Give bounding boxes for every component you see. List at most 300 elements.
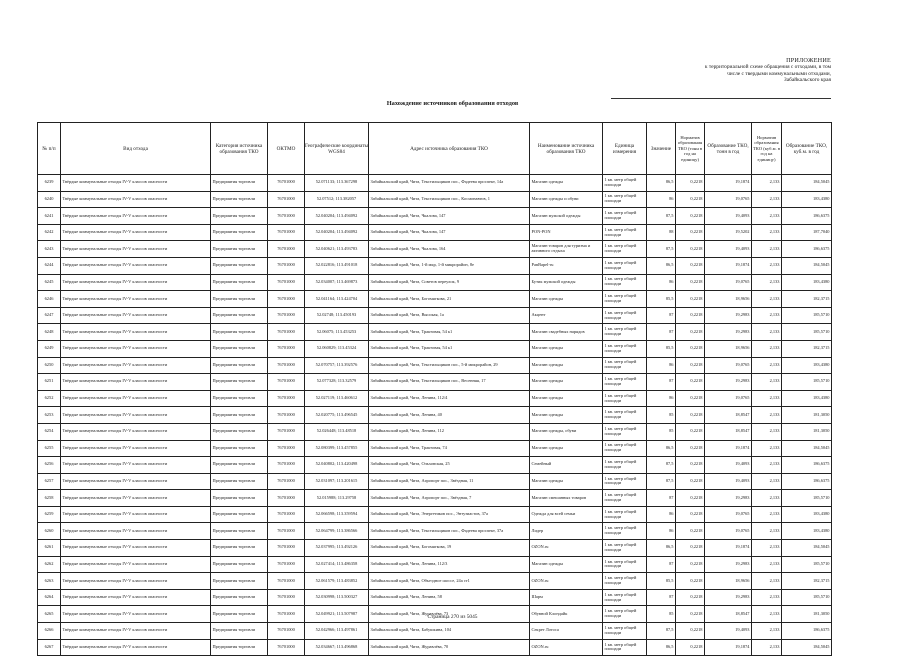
unit-cell: 1 кв. метр общей площади	[603, 423, 647, 440]
document-title: Нахождение источников образования отходов	[386, 100, 519, 107]
address-cell: Забайкальский край, Чита, Богомягкова, 21	[369, 291, 530, 308]
source-category-cell: Предприятия торговли	[211, 490, 268, 507]
row-number-cell: 6245	[38, 274, 61, 291]
table-row	[38, 457, 832, 474]
coordinates-cell: 52.02748; 113.450193	[305, 307, 369, 324]
source-name-cell: Бутик мужской одежды	[530, 274, 603, 291]
output-cubic-cell: 182,3715	[782, 340, 832, 357]
output-tonnes-cell: 18,9656	[705, 291, 752, 308]
waste-type-cell: Твёрдые коммунальные отходы IV-V классов опасности	[61, 473, 211, 490]
waste-type-cell: Твёрдые коммунальные отходы IV-V классов опасности	[61, 407, 211, 424]
norm-tonnes-cell: 0,2218	[676, 274, 705, 291]
address-cell: Забайкальский край, Чита, Ленина, 112/4	[369, 390, 530, 407]
unit-cell: 1 кв. метр общей площади	[603, 556, 647, 573]
output-tonnes-cell: 19,1874	[705, 639, 752, 656]
column-header-output-tonnes: Образование ТКО, тонн в год	[705, 123, 752, 175]
source-category-cell: Предприятия торговли	[211, 224, 268, 241]
output-tonnes-cell: 19,2983	[705, 490, 752, 507]
source-name-cell: Магазин одежды, обуви	[530, 423, 603, 440]
column-header-norm-tonnes: Норматив образования ТКО (тонн в год на единицу)	[676, 123, 705, 175]
waste-type-cell: Твёрдые коммунальные отходы IV-V классов опасности	[61, 175, 211, 192]
page-counter: Страница 270 из 5045	[427, 614, 478, 620]
waste-type-cell: Твёрдые коммунальные отходы IV-V классов опасности	[61, 606, 211, 623]
output-cubic-cell: 187,7040	[782, 224, 832, 241]
unit-cell: 1 кв. метр общей площади	[603, 506, 647, 523]
waste-type-cell: Твёрдые коммунальные отходы IV-V классов опасности	[61, 274, 211, 291]
unit-cell: 1 кв. метр общей площади	[603, 324, 647, 341]
table-row	[38, 175, 832, 192]
oktmo-cell: 76701000	[268, 324, 305, 341]
output-cubic-cell: 181,3050	[782, 606, 832, 623]
source-name-cell: PanBapel-ru	[530, 257, 603, 274]
norm-tonnes-cell: 0,2218	[676, 257, 705, 274]
table-row	[38, 374, 832, 391]
coordinates-cell: 52.042966; 113.497861	[305, 623, 369, 640]
output-cubic-cell: 185,5710	[782, 307, 832, 324]
output-tonnes-cell: 18,8547	[705, 423, 752, 440]
waste-type-cell: Твёрдые коммунальные отходы IV-V классов опасности	[61, 556, 211, 573]
address-cell: Забайкальский край, Чита, Текстильщиков пос., Фадеева проспект, 14а	[369, 175, 530, 192]
column-header-value: Значение	[647, 123, 676, 175]
coordinates-cell: 52.071133; 113.367298	[305, 175, 369, 192]
value-cell: 87,5	[647, 241, 676, 258]
value-cell: 86	[647, 274, 676, 291]
address-cell: Забайкальский край, Чита, Текстильщиков пос., 5-й микрорайон, 29	[369, 357, 530, 374]
oktmo-cell: 76701000	[268, 291, 305, 308]
table-row	[38, 191, 832, 208]
coordinates-cell: 52.022816; 113.491018	[305, 257, 369, 274]
address-cell: Забайкальский край, Чита, Текстильщиков пос., Весенняя, 17	[369, 374, 530, 391]
column-header-unit: Единица измерения	[603, 123, 647, 175]
output-cubic-cell: 183,4380	[782, 390, 832, 407]
norm-cubic-cell: 2,133	[752, 374, 782, 391]
row-number-cell: 6266	[38, 623, 61, 640]
norm-tonnes-cell: 0,2218	[676, 457, 705, 474]
unit-cell: 1 кв. метр общей площади	[603, 623, 647, 640]
norm-cubic-cell: 2,133	[752, 490, 782, 507]
oktmo-cell: 76701000	[268, 556, 305, 573]
row-number-cell: 6242	[38, 224, 61, 241]
table-row	[38, 423, 832, 440]
appendix-line-2: числе с твердыми коммунальными отходами,	[727, 70, 831, 77]
value-cell: 85	[647, 407, 676, 424]
waste-type-cell: Твёрдые коммунальные отходы IV-V классов опасности	[61, 374, 211, 391]
source-name-cell: OZON.ru	[530, 573, 603, 590]
waste-type-cell: Твёрдые коммунальные отходы IV-V классов опасности	[61, 340, 211, 357]
waste-sources-table	[37, 122, 832, 656]
table-row	[38, 324, 832, 341]
column-header-waste-type: Вид отхода	[61, 123, 211, 175]
address-cell: Забайкальский край, Чита, Журавлёва, 70	[369, 639, 530, 656]
value-cell: 85	[647, 606, 676, 623]
oktmo-cell: 76701000	[268, 340, 305, 357]
output-tonnes-cell: 19,2983	[705, 374, 752, 391]
waste-type-cell: Твёрдые коммунальные отходы IV-V классов опасности	[61, 291, 211, 308]
norm-tonnes-cell: 0,2218	[676, 556, 705, 573]
unit-cell: 1 кв. метр общей площади	[603, 573, 647, 590]
table-row	[38, 523, 832, 540]
column-header-oktmo: ОКТМО	[268, 123, 305, 175]
waste-type-cell: Твёрдые коммунальные отходы IV-V классов опасности	[61, 423, 211, 440]
output-tonnes-cell: 18,9656	[705, 573, 752, 590]
source-name-cell: Магазин одежды	[530, 374, 603, 391]
source-category-cell: Предприятия торговли	[211, 523, 268, 540]
address-cell: Забайкальский край, Чита, Ольховская, 25	[369, 457, 530, 474]
column-header-address: Адрес источника образования ТКО	[369, 123, 530, 175]
norm-tonnes-cell: 0,2218	[676, 523, 705, 540]
output-cubic-cell: 185,5710	[782, 589, 832, 606]
appendix-block	[611, 58, 831, 99]
source-name-cell: Лидер	[530, 523, 603, 540]
column-header-source-name: Наименование источника образования ТКО	[530, 123, 603, 175]
norm-tonnes-cell: 0,2218	[676, 573, 705, 590]
waste-type-cell: Твёрдые коммунальные отходы IV-V классов опасности	[61, 357, 211, 374]
address-cell: Забайкальский край, Чита, Богомягкова, 19	[369, 540, 530, 557]
output-cubic-cell: 183,4380	[782, 274, 832, 291]
source-name-cell: Семейный	[530, 457, 603, 474]
row-number-cell: 6249	[38, 340, 61, 357]
oktmo-cell: 76701000	[268, 191, 305, 208]
oktmo-cell: 76701000	[268, 606, 305, 623]
value-cell: 87,5	[647, 473, 676, 490]
waste-type-cell: Твёрдые коммунальные отходы IV-V классов опасности	[61, 208, 211, 225]
oktmo-cell: 76701000	[268, 257, 305, 274]
source-name-cell: Магазин одежды	[530, 440, 603, 457]
value-cell: 86	[647, 523, 676, 540]
value-cell: 86,5	[647, 175, 676, 192]
oktmo-cell: 76701000	[268, 307, 305, 324]
row-number-cell: 6239	[38, 175, 61, 192]
source-category-cell: Предприятия торговли	[211, 556, 268, 573]
norm-tonnes-cell: 0,2218	[676, 307, 705, 324]
value-cell: 87,5	[647, 623, 676, 640]
norm-tonnes-cell: 0,2218	[676, 241, 705, 258]
source-category-cell: Предприятия торговли	[211, 191, 268, 208]
norm-cubic-cell: 2,133	[752, 390, 782, 407]
waste-type-cell: Твёрдые коммунальные отходы IV-V классов опасности	[61, 623, 211, 640]
oktmo-cell: 76701000	[268, 639, 305, 656]
output-tonnes-cell: 19,1874	[705, 540, 752, 557]
norm-cubic-cell: 2,133	[752, 257, 782, 274]
output-tonnes-cell: 19,4093	[705, 241, 752, 258]
norm-tonnes-cell: 0,2218	[676, 440, 705, 457]
unit-cell: 1 кв. метр общей площади	[603, 191, 647, 208]
value-cell: 87	[647, 556, 676, 573]
row-number-cell: 6252	[38, 390, 61, 407]
unit-cell: 1 кв. метр общей площади	[603, 589, 647, 606]
norm-cubic-cell: 2,133	[752, 357, 782, 374]
norm-cubic-cell: 2,133	[752, 291, 782, 308]
row-number-cell: 6253	[38, 407, 61, 424]
address-cell: Забайкальский край, Чита, Советов переулок, 9	[369, 274, 530, 291]
output-cubic-cell: 184,5045	[782, 440, 832, 457]
output-cubic-cell: 183,4380	[782, 506, 832, 523]
output-tonnes-cell: 19,2983	[705, 589, 752, 606]
norm-tonnes-cell: 0,2218	[676, 589, 705, 606]
row-number-cell: 6261	[38, 540, 61, 557]
norm-cubic-cell: 2,133	[752, 175, 782, 192]
row-number-cell: 6257	[38, 473, 61, 490]
norm-tonnes-cell: 0,2218	[676, 324, 705, 341]
table-row	[38, 490, 832, 507]
output-tonnes-cell: 18,9656	[705, 340, 752, 357]
output-cubic-cell: 183,4380	[782, 357, 832, 374]
unit-cell: 1 кв. метр общей площади	[603, 257, 647, 274]
norm-cubic-cell: 2,133	[752, 606, 782, 623]
table-row	[38, 340, 832, 357]
coordinates-cell: 52.07512; 113.382057	[305, 191, 369, 208]
value-cell: 88	[647, 224, 676, 241]
coordinates-cell: 52.049921; 113.507987	[305, 606, 369, 623]
row-number-cell: 6267	[38, 639, 61, 656]
source-category-cell: Предприятия торговли	[211, 423, 268, 440]
norm-tonnes-cell: 0,2218	[676, 473, 705, 490]
norm-tonnes-cell: 0,2218	[676, 357, 705, 374]
source-name-cell: Шарм	[530, 589, 603, 606]
oktmo-cell: 76701000	[268, 274, 305, 291]
output-cubic-cell: 185,5710	[782, 490, 832, 507]
row-number-cell: 6244	[38, 257, 61, 274]
table-row	[38, 307, 832, 324]
waste-type-cell: Твёрдые коммунальные отходы IV-V классов опасности	[61, 224, 211, 241]
waste-type-cell: Твёрдые коммунальные отходы IV-V классов опасности	[61, 573, 211, 590]
source-category-cell: Предприятия торговли	[211, 357, 268, 374]
norm-cubic-cell: 2,133	[752, 407, 782, 424]
coordinates-cell: 52.026448; 113.48518	[305, 423, 369, 440]
row-number-cell: 6263	[38, 573, 61, 590]
source-name-cell: Магазин одежды	[530, 357, 603, 374]
unit-cell: 1 кв. метр общей площади	[603, 540, 647, 557]
row-number-cell: 6248	[38, 324, 61, 341]
output-cubic-cell: 186,6375	[782, 457, 832, 474]
coordinates-cell: 52.020775; 113.496545	[305, 407, 369, 424]
norm-cubic-cell: 2,133	[752, 241, 782, 258]
waste-type-cell: Твёрдые коммунальные отходы IV-V классов опасности	[61, 506, 211, 523]
norm-tonnes-cell: 0,2218	[676, 191, 705, 208]
address-cell: Забайкальский край, Чита, Текстильщиков пос., Космонавтов, 1	[369, 191, 530, 208]
value-cell: 86	[647, 357, 676, 374]
value-cell: 87,5	[647, 457, 676, 474]
unit-cell: 1 кв. метр общей площади	[603, 440, 647, 457]
norm-cubic-cell: 2,133	[752, 307, 782, 324]
waste-type-cell: Твёрдые коммунальные отходы IV-V классов опасности	[61, 257, 211, 274]
source-category-cell: Предприятия торговли	[211, 307, 268, 324]
norm-tonnes-cell: 0,2218	[676, 639, 705, 656]
table-row	[38, 589, 832, 606]
table-row	[38, 224, 832, 241]
waste-type-cell: Твёрдые коммунальные отходы IV-V классов опасности	[61, 324, 211, 341]
unit-cell: 1 кв. метр общей площади	[603, 407, 647, 424]
norm-cubic-cell: 2,133	[752, 324, 782, 341]
source-name-cell: Магазин одежды	[530, 340, 603, 357]
address-cell: Забайкальский край, Чита, Энергетиков пос., Энтузиастов, 37а	[369, 506, 530, 523]
waste-type-cell: Твёрдые коммунальные отходы IV-V классов опасности	[61, 589, 211, 606]
output-cubic-cell: 186,6375	[782, 241, 832, 258]
source-category-cell: Предприятия торговли	[211, 407, 268, 424]
source-category-cell: Предприятия торговли	[211, 473, 268, 490]
norm-cubic-cell: 2,133	[752, 573, 782, 590]
source-name-cell: Магазин одежды и обуви	[530, 191, 603, 208]
source-category-cell: Предприятия торговли	[211, 589, 268, 606]
output-tonnes-cell: 19,2983	[705, 324, 752, 341]
table-row	[38, 390, 832, 407]
output-cubic-cell: 185,5710	[782, 324, 832, 341]
norm-tonnes-cell: 0,2218	[676, 390, 705, 407]
appendix-line-3: Забайкальского края	[784, 77, 831, 84]
output-cubic-cell: 183,4380	[782, 523, 832, 540]
value-cell: 87	[647, 307, 676, 324]
output-cubic-cell: 181,3050	[782, 407, 832, 424]
address-cell: Забайкальский край, Чита, Журавлёва, 73	[369, 606, 530, 623]
value-cell: 85	[647, 423, 676, 440]
waste-type-cell: Твёрдые коммунальные отходы IV-V классов опасности	[61, 307, 211, 324]
table-row	[38, 357, 832, 374]
norm-cubic-cell: 2,133	[752, 191, 782, 208]
source-name-cell: Секрет Лотоса	[530, 623, 603, 640]
unit-cell: 1 кв. метр общей площади	[603, 241, 647, 258]
source-name-cell: Магазин одежды	[530, 407, 603, 424]
unit-cell: 1 кв. метр общей площади	[603, 390, 647, 407]
oktmo-cell: 76701000	[268, 224, 305, 241]
norm-tonnes-cell: 0,2218	[676, 407, 705, 424]
value-cell: 85,5	[647, 340, 676, 357]
coordinates-cell: 52.034007; 113.469873	[305, 274, 369, 291]
address-cell: Забайкальский край, Чита, Чкалова, 164	[369, 241, 530, 258]
norm-cubic-cell: 2,133	[752, 589, 782, 606]
unit-cell: 1 кв. метр общей площади	[603, 224, 647, 241]
value-cell: 87	[647, 324, 676, 341]
row-number-cell: 6241	[38, 208, 61, 225]
unit-cell: 1 кв. метр общей площади	[603, 490, 647, 507]
source-category-cell: Предприятия торговли	[211, 440, 268, 457]
coordinates-cell: 52.027414; 113.486358	[305, 556, 369, 573]
address-cell: Забайкальский край, Чита, Трактовая, 54 к1	[369, 324, 530, 341]
unit-cell: 1 кв. метр общей площади	[603, 639, 647, 656]
address-cell: Забайкальский край, Чита, Ленина, 40	[369, 407, 530, 424]
column-header-number: № п/п	[38, 123, 61, 175]
unit-cell: 1 кв. метр общей площади	[603, 374, 647, 391]
norm-tonnes-cell: 0,2218	[676, 291, 705, 308]
output-tonnes-cell: 18,8547	[705, 606, 752, 623]
row-number-cell: 6250	[38, 357, 61, 374]
coordinates-cell: 52.027119; 113.460612	[305, 390, 369, 407]
row-number-cell: 6254	[38, 423, 61, 440]
appendix-heading: ПРИЛОЖЕНИЕ	[786, 57, 831, 64]
output-cubic-cell: 184,5045	[782, 175, 832, 192]
source-category-cell: Предприятия торговли	[211, 639, 268, 656]
output-cubic-cell: 186,6375	[782, 623, 832, 640]
output-cubic-cell: 183,4380	[782, 191, 832, 208]
oktmo-cell: 76701000	[268, 440, 305, 457]
oktmo-cell: 76701000	[268, 374, 305, 391]
coordinates-cell: 52.06075; 113.453253	[305, 324, 369, 341]
norm-cubic-cell: 2,133	[752, 224, 782, 241]
row-number-cell: 6256	[38, 457, 61, 474]
output-tonnes-cell: 19,1874	[705, 175, 752, 192]
oktmo-cell: 76701000	[268, 523, 305, 540]
address-cell: Забайкальский край, Чита, Высокая, 1а	[369, 307, 530, 324]
coordinates-cell: 52.041164; 113.424704	[305, 291, 369, 308]
norm-tonnes-cell: 0,2218	[676, 374, 705, 391]
address-cell: Забайкальский край, Чита, Бабушкина, 104	[369, 623, 530, 640]
output-tonnes-cell: 19,2983	[705, 307, 752, 324]
waste-type-cell: Твёрдые коммунальные отходы IV-V классов опасности	[61, 390, 211, 407]
waste-type-cell: Твёрдые коммунальные отходы IV-V классов опасности	[61, 241, 211, 258]
row-number-cell: 6259	[38, 506, 61, 523]
table-row	[38, 291, 832, 308]
table-row	[38, 506, 832, 523]
source-name-cell: Магазин одежды	[530, 473, 603, 490]
source-category-cell: Предприятия торговли	[211, 241, 268, 258]
output-cubic-cell: 182,3715	[782, 291, 832, 308]
output-cubic-cell: 185,5710	[782, 374, 832, 391]
output-cubic-cell: 185,5710	[782, 556, 832, 573]
row-number-cell: 6255	[38, 440, 61, 457]
output-tonnes-cell: 19,5202	[705, 224, 752, 241]
table-row	[38, 208, 832, 225]
column-header-norm-cubic: Норматив образования ТКО (куб.м. в год на единицу)	[752, 123, 782, 175]
output-cubic-cell: 186,6375	[782, 208, 832, 225]
norm-tonnes-cell: 0,2218	[676, 423, 705, 440]
source-category-cell: Предприятия торговли	[211, 340, 268, 357]
column-header-coordinates: Географические координаты WGS84	[305, 123, 369, 175]
address-cell: Забайкальский край, Чита, Трактовая, 74	[369, 440, 530, 457]
row-number-cell: 6258	[38, 490, 61, 507]
row-number-cell: 6240	[38, 191, 61, 208]
waste-type-cell: Твёрдые коммунальные отходы IV-V классов опасности	[61, 523, 211, 540]
oktmo-cell: 76701000	[268, 490, 305, 507]
value-cell: 87	[647, 490, 676, 507]
table-row	[38, 473, 832, 490]
norm-cubic-cell: 2,133	[752, 457, 782, 474]
output-tonnes-cell: 19,4093	[705, 208, 752, 225]
coordinates-cell: 52.070757; 113.392576	[305, 357, 369, 374]
source-category-cell: Предприятия торговли	[211, 257, 268, 274]
table-row	[38, 556, 832, 573]
unit-cell: 1 кв. метр общей площади	[603, 523, 647, 540]
oktmo-cell: 76701000	[268, 623, 305, 640]
norm-cubic-cell: 2,133	[752, 473, 782, 490]
source-category-cell: Предприятия торговли	[211, 540, 268, 557]
norm-tonnes-cell: 0,2218	[676, 623, 705, 640]
source-category-cell: Предприятия торговли	[211, 606, 268, 623]
source-category-cell: Предприятия торговли	[211, 274, 268, 291]
norm-cubic-cell: 2,133	[752, 540, 782, 557]
source-category-cell: Предприятия торговли	[211, 208, 268, 225]
output-cubic-cell: 182,3715	[782, 573, 832, 590]
unit-cell: 1 кв. метр общей площади	[603, 606, 647, 623]
oktmo-cell: 76701000	[268, 407, 305, 424]
norm-tonnes-cell: 0,2218	[676, 606, 705, 623]
source-category-cell: Предприятия торговли	[211, 291, 268, 308]
source-name-cell: Магазин мужской одежды	[530, 208, 603, 225]
address-cell: Забайкальский край, Чита, Ленина, 112/3	[369, 556, 530, 573]
row-number-cell: 6243	[38, 241, 61, 258]
output-tonnes-cell: 19,0765	[705, 523, 752, 540]
source-category-cell: Предприятия торговли	[211, 623, 268, 640]
source-name-cell: Магазин одежды	[530, 390, 603, 407]
value-cell: 87,5	[647, 208, 676, 225]
table-row	[38, 257, 832, 274]
unit-cell: 1 кв. метр общей площади	[603, 457, 647, 474]
appendix-divider	[611, 98, 831, 99]
output-tonnes-cell: 19,0765	[705, 506, 752, 523]
oktmo-cell: 76701000	[268, 473, 305, 490]
output-tonnes-cell: 19,4093	[705, 473, 752, 490]
source-name-cell: Магазин одежды	[530, 175, 603, 192]
table-header	[38, 123, 832, 175]
row-number-cell: 6260	[38, 523, 61, 540]
